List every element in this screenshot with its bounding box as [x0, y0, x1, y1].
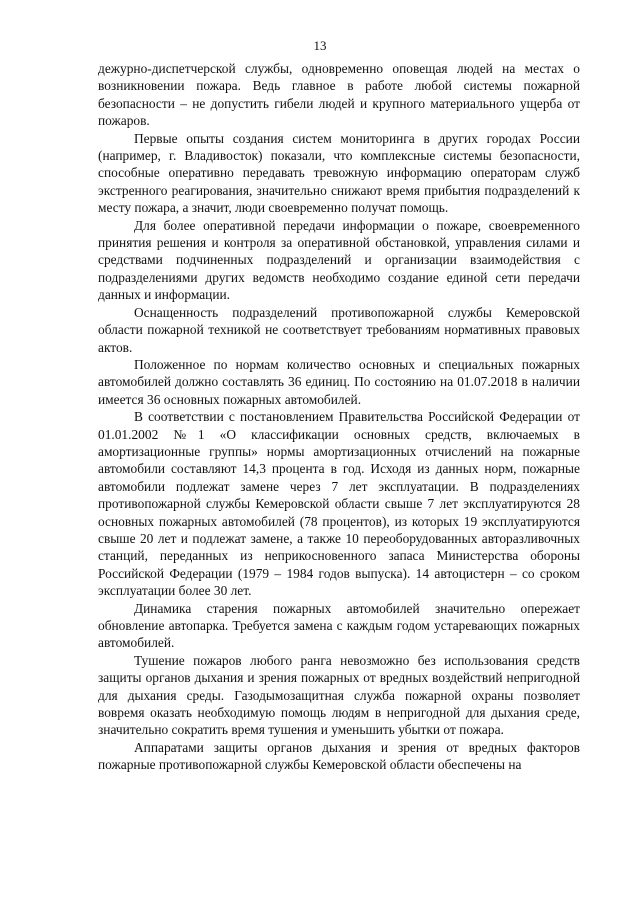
paragraph: Аппаратами защиты органов дыхания и зрения от вредных факторов пожарные противопожарной службы Кемеровской области обеспечены на: [98, 739, 580, 773]
document-body: [98, 60, 580, 774]
paragraph: Положенное по нормам количество основных и специальных пожарных автомобилей должно составлять 36 единиц. По состоянию на 01.07.2018 в наличии имеется 36 основных пожарных автомобилей.: [98, 356, 580, 407]
paragraph: Динамика старения пожарных автомобилей значительно опережает обновление автопарка. Требуется замена с каждым годом устаревающих пожарных автомобилей.: [98, 600, 580, 651]
paragraph: Тушение пожаров любого ранга невозможно без использования средств защиты органов дыхания и зрения пожарных от вредных воздействий непригодной для дыхания среды. Газодымозащитная служба пожарной охраны позволяет вовремя оказать необходимую помощь людям в непригодной для дыхания среде, значительно сократить время тушения и уменьшить убытки от пожара.: [98, 652, 580, 738]
page-number: 13: [313, 38, 327, 53]
paragraph: Оснащенность подразделений противопожарной службы Кемеровской области пожарной техникой не соответствует требованиям нормативных правовых актов.: [98, 304, 580, 355]
paragraph: Для более оперативной передачи информации о пожаре, своевременного принятия решения и контроля за оперативной обстановкой, управления силами и средствами подчиненных подразделений и организации взаимодействия с подразделениями других ведомств необходимо создание единой сети передачи данных и информации.: [98, 217, 580, 303]
paragraph: Первые опыты создания систем мониторинга в других городах России (например, г. Владивосток) показали, что комплексные системы безопасности, способные оперативно передавать тревожную информацию операторам служб экстренного реагирования, значительно снижают время прибытия подразделений к месту пожара, а значит, люди своевременно получат помощь.: [98, 130, 580, 216]
paragraph: В соответствии с постановлением Правительства Российской Федерации от 01.01.2002 №1 «О классификации основных средств, включаемых в амортизационные группы» нормы амортизационных отчислений на пожарные автомобили составляют 14,3 процента в год. Исходя из данных норм, пожарные автомобили подлежат замене через 7 лет эксплуатации. В подразделениях противопожарной службы Кемеровской области свыше 7 лет эксплуатируются 28 основных пожарных автомобилей (78 процентов), из которых 19 эксплуатируются свыше 20 лет и подлежат замене, а также 10 переоборудованных авторазливочных станций, переданных из неприкосновенного запаса Министерства обороны Российской Федерации (1979 – 1984 годов выпуска). 14 автоцистерн – со сроком эксплуатации более 30 лет.: [98, 409, 580, 599]
paragraph: дежурно-диспетчерской службы, одновременно оповещая людей на местах о возникновении пожара. Ведь главное в работе любой системы пожарной безопасности – не допустить гибели людей и крупного материального ущерба от пожаров.: [98, 61, 580, 129]
